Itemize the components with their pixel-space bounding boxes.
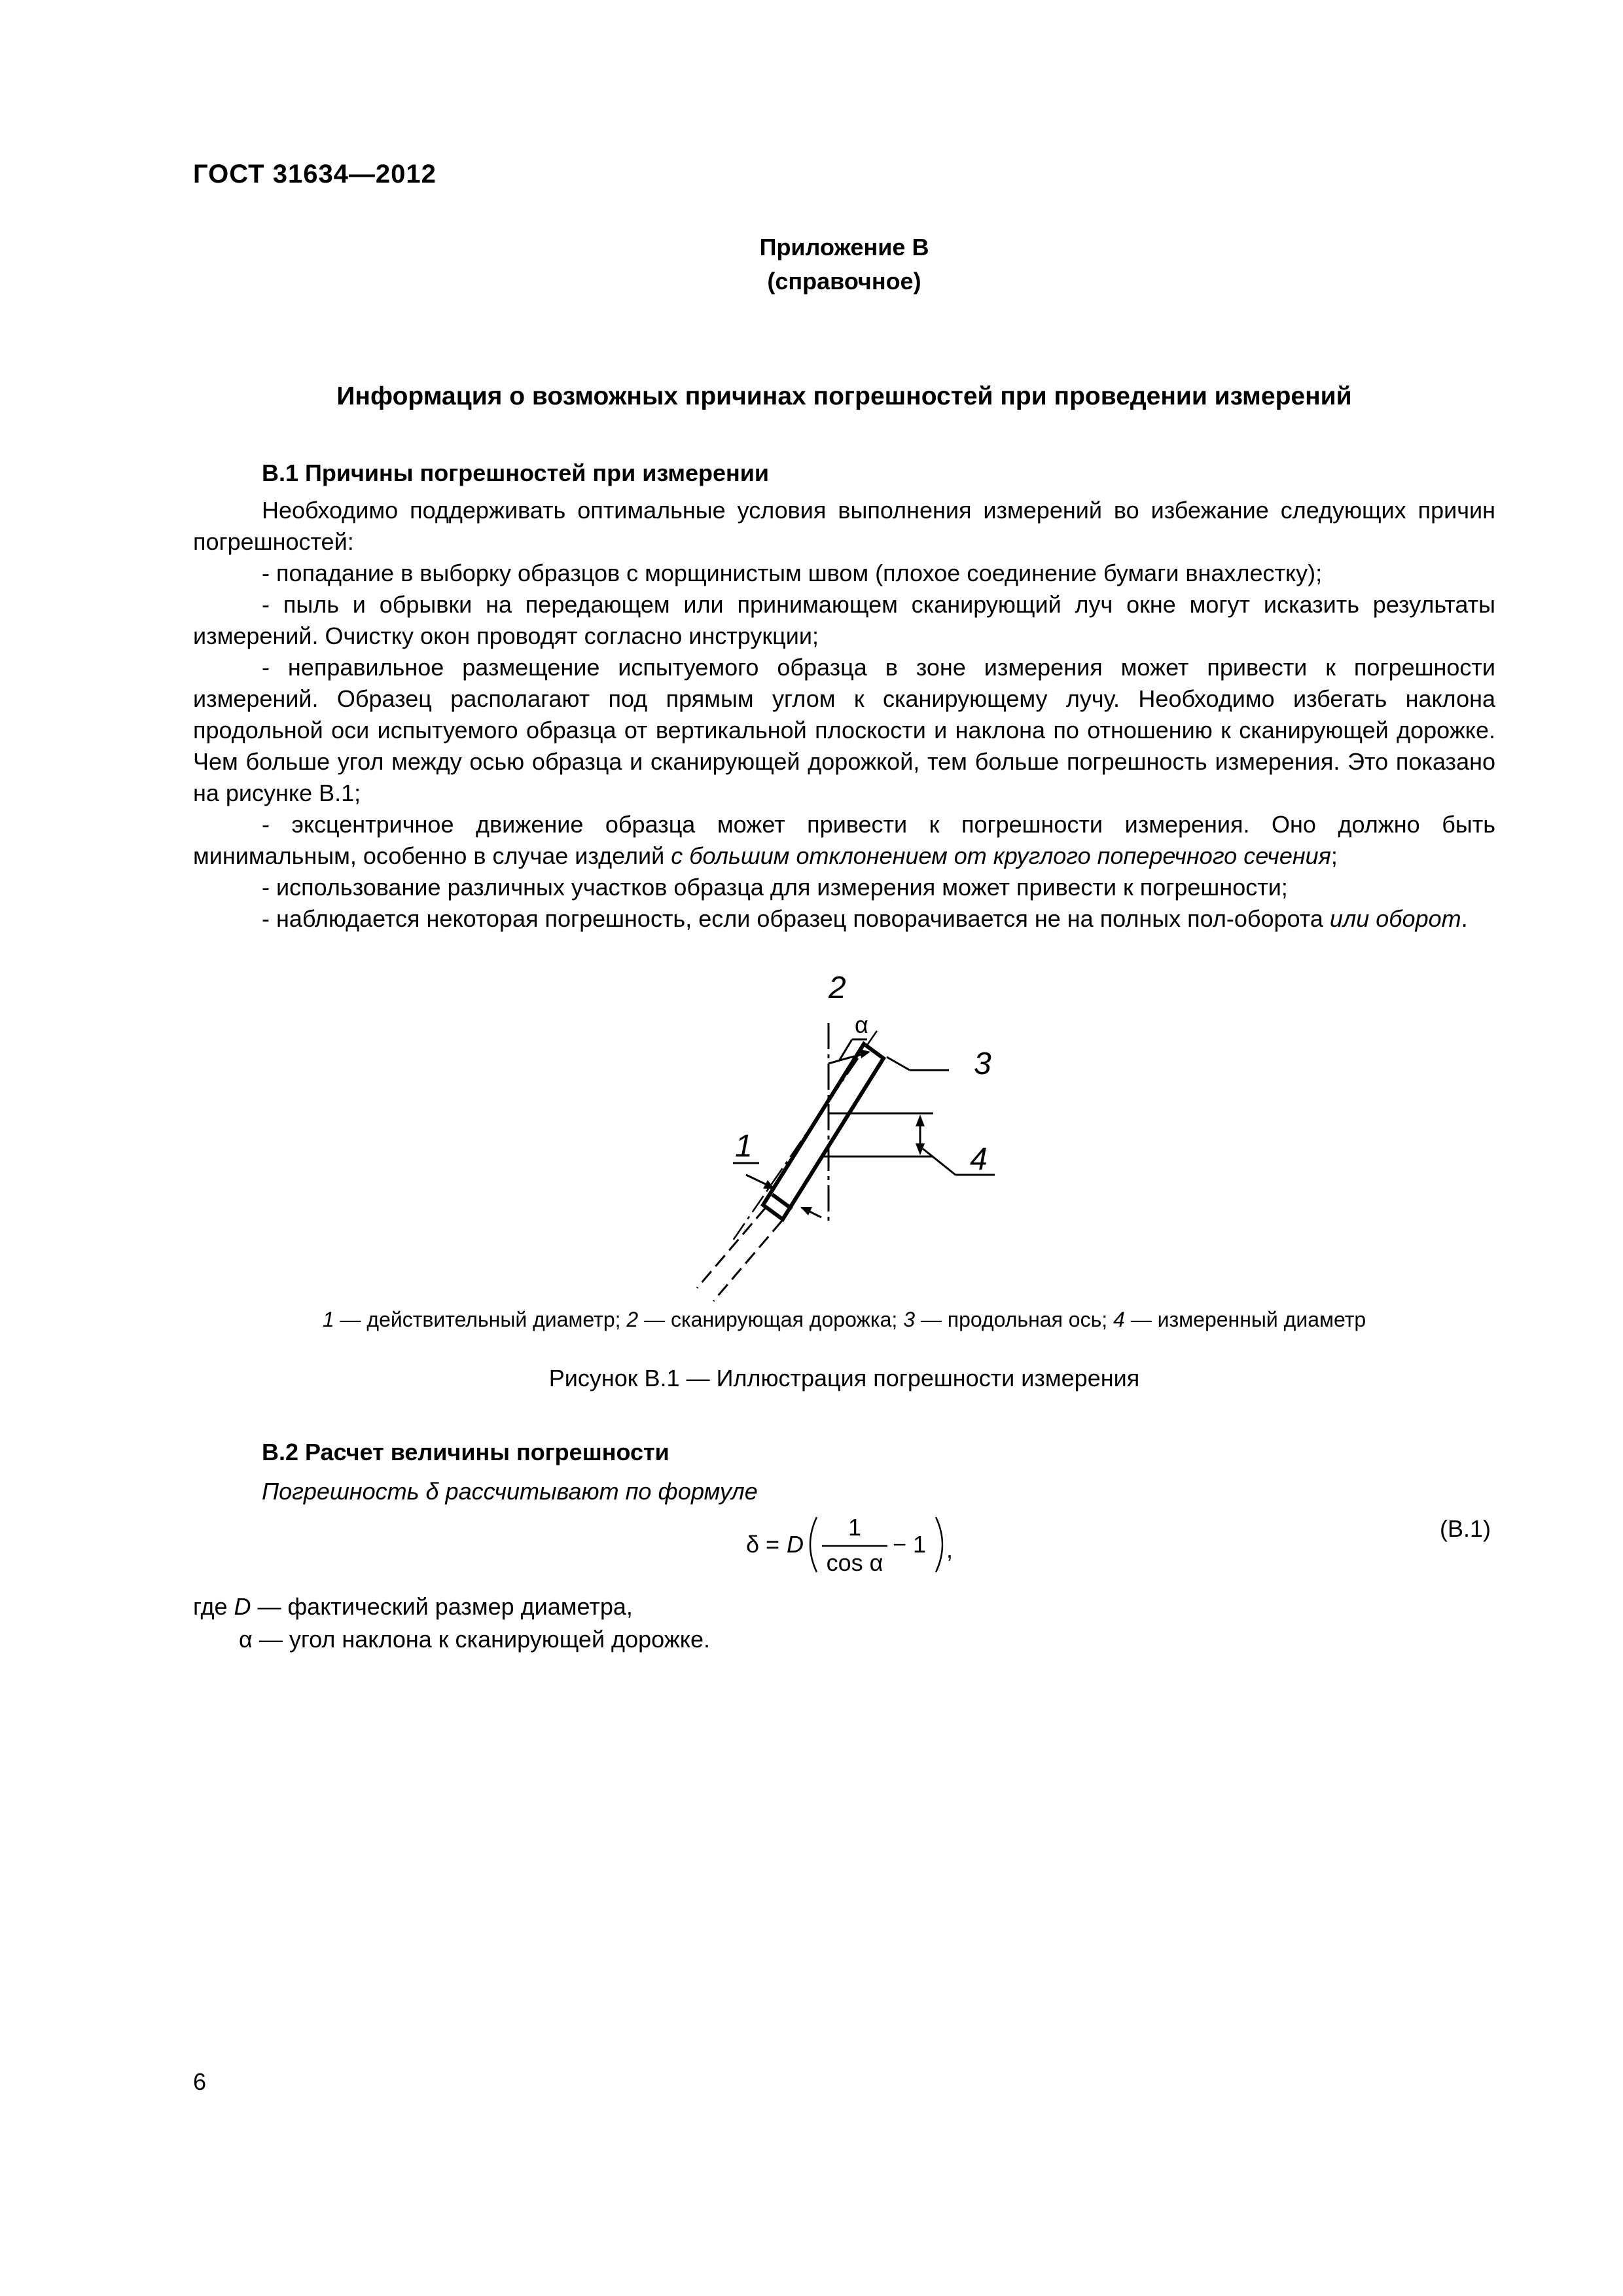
leader-3: [887, 1057, 910, 1070]
formula-minus-one: − 1: [893, 1531, 927, 1558]
label-3: 3: [974, 1047, 991, 1081]
list-item: [193, 809, 1495, 872]
formula-number: (В.1): [1440, 1515, 1491, 1542]
list-item-emphasis: или оборот: [1329, 905, 1461, 932]
legend-text: — измеренный диаметр: [1124, 1308, 1366, 1331]
where-symbol: α: [239, 1626, 253, 1653]
legend-number: 2: [626, 1308, 639, 1331]
list-item: - использование различных участков образца для измерения может привести к погрешности;: [262, 874, 1288, 901]
sample-body: [763, 1044, 883, 1219]
where-text: — угол наклона к сканирующей дорожке.: [252, 1626, 710, 1653]
list-item: - пыль и обрывки на передающем или принимающем сканирующий луч окне могут исказить результаты измерений. Очистку окон проводят согласно инструкции;: [193, 591, 1495, 649]
label-alpha: α: [855, 1011, 868, 1038]
label-2: 2: [829, 971, 846, 1005]
formula-explanation: [193, 1590, 710, 1656]
where-line: [193, 1590, 710, 1623]
formula-intro: Погрешность δ рассчитывают по формуле: [262, 1478, 758, 1505]
list-item: [193, 903, 1495, 935]
figure-caption: Рисунок В.1 — Иллюстрация погрешности измерения: [548, 1365, 1140, 1391]
legend-text: — действительный диаметр;: [334, 1308, 627, 1331]
section-b1-heading: В.1 Причины погрешностей при измерении: [262, 459, 770, 486]
where-symbol: D: [234, 1593, 251, 1620]
list-item: - неправильное размещение испытуемого образца в зоне измерения может привести к погрешности измерений. Образец располагают под прямым углом к сканирующему лучу. Необходимо избегать наклона продольной оси испытуемого образца от вертикальной плоскости и наклона по отношению к сканирующей дорожке. Чем больше угол между осью образца и сканирующей дорожкой, тем больше погрешность измерения. Это показано на рисунке В.1;: [193, 654, 1495, 806]
document-number: ГОСТ 31634—2012: [193, 160, 437, 188]
leader-4: [923, 1149, 955, 1175]
angle-arrowhead: [860, 1049, 870, 1058]
list-item-text: - наблюдается некоторая погрешность, если образец поворачивается не на полных пол-оборота: [262, 905, 1330, 932]
section-b2-heading: В.2 Расчет величины погрешности: [262, 1439, 669, 1465]
formula-lhs: δ =: [746, 1531, 780, 1558]
annex-status: (справочное): [767, 268, 921, 295]
legend-text: — продольная ось;: [914, 1308, 1114, 1331]
where-text: — фактический размер диаметра,: [251, 1593, 633, 1620]
list-item-end: .: [1461, 905, 1468, 932]
where-line: [193, 1623, 710, 1656]
page-number: 6: [193, 2068, 207, 2095]
label-4: 4: [970, 1142, 988, 1177]
error-formula: [746, 1505, 969, 1584]
list-item-emphasis: с большим отклонением от круглого поперечного сечения: [671, 842, 1331, 869]
legend-number: 4: [1113, 1308, 1125, 1331]
list-item-end: ;: [1330, 842, 1338, 869]
where-prefix: где: [193, 1593, 234, 1620]
section-b1-intro: Необходимо поддерживать оптимальные условия выполнения измерений во избежание следующих причин погрешностей:: [193, 497, 1495, 555]
list-item: - попадание в выборку образцов с морщинистым швом (плохое соединение бумаги внахлестку);: [262, 560, 1323, 586]
right-paren: [936, 1517, 942, 1572]
sample-end-line: [772, 1194, 792, 1209]
section-b1-body: [193, 495, 1495, 935]
formula-denominator: cos α: [826, 1549, 883, 1576]
formula-comma: ,: [946, 1536, 954, 1563]
appendix-title: Информация о возможных причинах погрешностей при проведении измерений: [336, 382, 1352, 410]
legend-number: 3: [903, 1308, 915, 1331]
dimension-arrowhead-top: [916, 1115, 925, 1126]
figure-legend: [193, 1308, 1495, 1332]
annex-heading: [0, 230, 1623, 298]
legend-number: 1: [322, 1308, 334, 1331]
legend-text: — сканирующая дорожка;: [638, 1308, 904, 1331]
sample-continuation-left: [697, 1208, 766, 1288]
annex-label: Приложение В: [759, 234, 929, 260]
left-paren: [810, 1517, 817, 1572]
list-item-text: - эксцентричное движение образца может привести к погрешности измерения. Оно должно быть минимальным, особенно в случае изделий: [193, 811, 1495, 869]
figure-b1-diagram: [668, 952, 1047, 1319]
label-1: 1: [735, 1129, 753, 1164]
formula-variable: D: [787, 1531, 804, 1558]
formula-numerator: 1: [847, 1514, 862, 1541]
sample-continuation-right: [713, 1221, 782, 1301]
